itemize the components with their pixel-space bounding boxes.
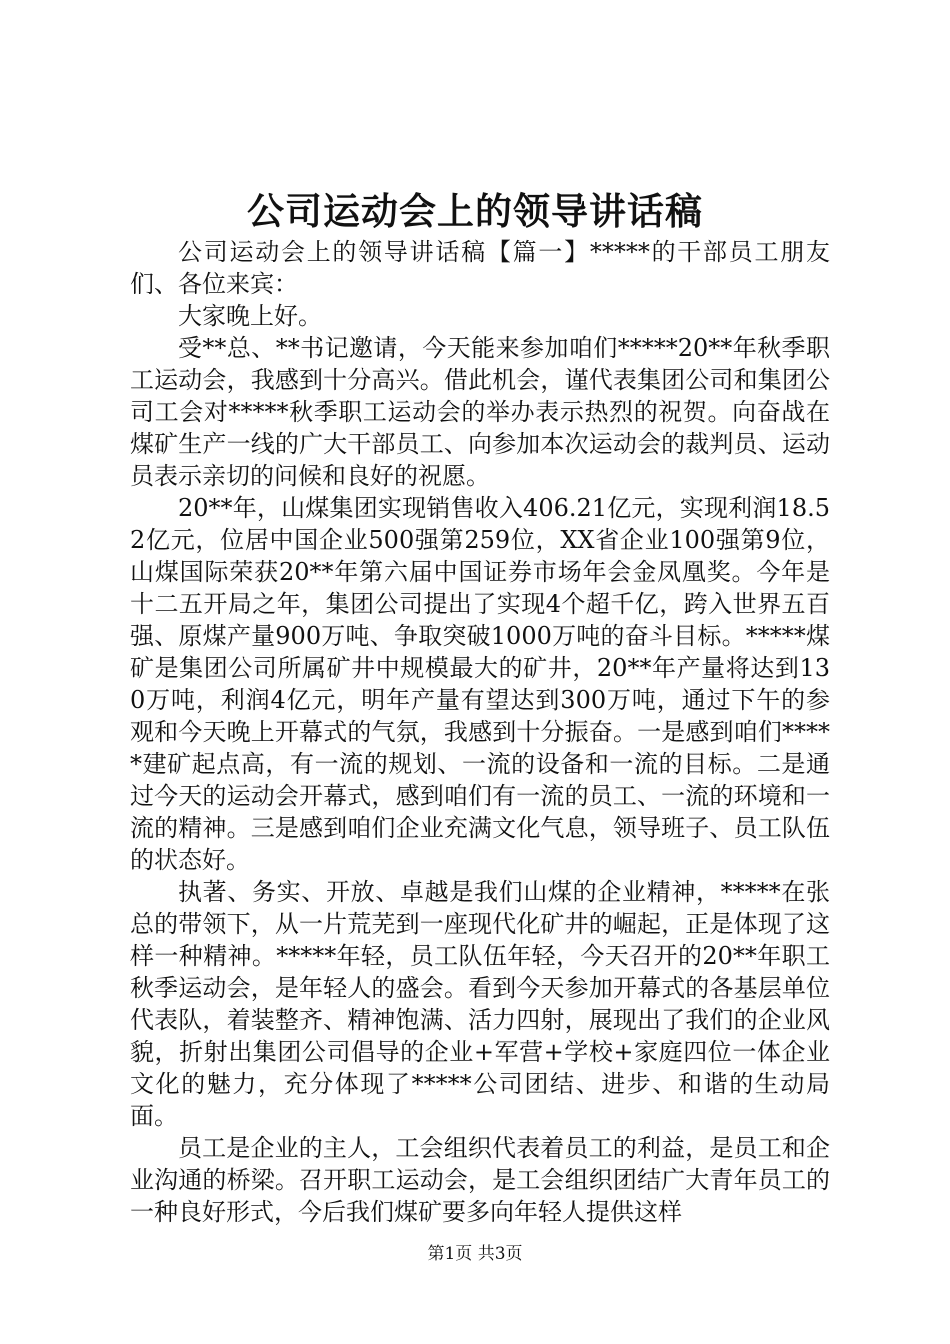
paragraph-salutation: 公司运动会上的领导讲话稿【篇一】*****的干部员工朋友们、各位来宾： <box>130 238 830 298</box>
page-number-footer: 第1页 共3页 <box>427 1244 523 1264</box>
paragraph-greeting: 大家晚上好。 <box>178 302 322 330</box>
document-body <box>130 236 830 1228</box>
paragraph-union: 员工是企业的主人，工会组织代表着员工的利益，是员工和企业沟通的桥梁。召开职工运动会，是工会组织团结广大青年员工的一种良好形式，今后我们煤矿要多向年轻人提供这样 <box>130 1134 830 1226</box>
paragraph-spirit: 执著、务实、开放、卓越是我们山煤的企业精神，*****在张总的带领下，从一片荒芜到一座现代化矿井的崛起，正是体现了这样一种精神。*****年轻，员工队伍年轻，今天召开的20**年职工秋季运动会，是年轻人的盛会。看到今天参加开幕式的各基层单位代表队，着装整齐、精神饱满、活力四射，展现出了我们的企业风貌，折射出集团公司倡导的企业+军营+学校+家庭四位一体企业文化的魅力，充分体现了*****公司团结、进步、和谐的生动局面。 <box>130 878 830 1130</box>
document-title: 公司运动会上的领导讲话稿 <box>247 189 703 233</box>
paragraph-achievements: 20**年，山煤集团实现销售收入406.21亿元，实现利润18.52亿元，位居中国企业500强第259位，XX省企业100强第9位，山煤国际荣获20**年第六届中国证券市场年会金凤凰奖。今年是十二五开局之年，集团公司提出了实现4个超千亿，跨入世界五百强、原煤产量900万吨、争取突破1000万吨的奋斗目标。*****煤矿是集团公司所属矿井中规模最大的矿井，20**年产量将达到130万吨，利润4亿元，明年产量有望达到300万吨，通过下午的参观和今天晚上开幕式的气氛，我感到十分振奋。一是感到咱们*****建矿起点高，有一流的规划、一流的设备和一流的目标。二是通过今天的运动会开幕式，感到咱们有一流的员工、一流的环境和一流的精神。三是感到咱们企业充满文化气息，领导班子、员工队伍的状态好。 <box>130 494 830 874</box>
paragraph-opening: 受**总、**书记邀请，今天能来参加咱们*****20**年秋季职工运动会，我感到十分高兴。借此机会，谨代表集团公司和集团公司工会对*****秋季职工运动会的举办表示热烈的祝贺。向奋战在煤矿生产一线的广大干部员工、向参加本次运动会的裁判员、运动员表示亲切的问候和良好的祝愿。 <box>130 334 830 490</box>
